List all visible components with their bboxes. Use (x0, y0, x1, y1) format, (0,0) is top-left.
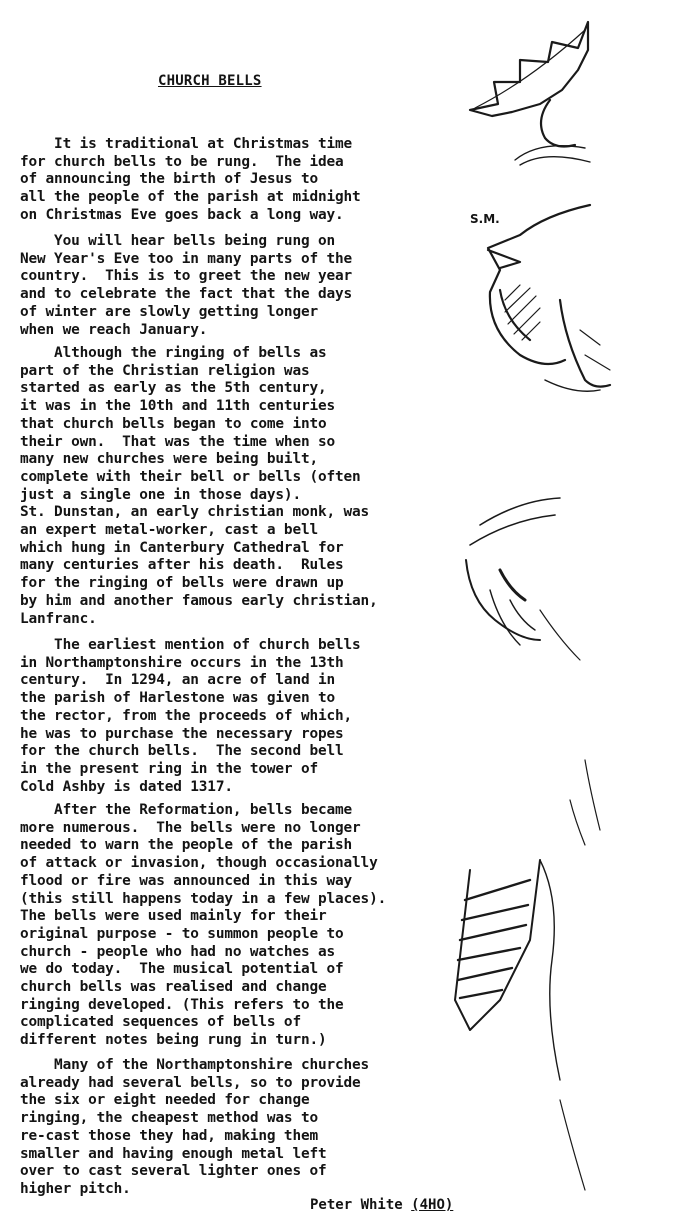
paragraph-4: The earliest mention of church bells in Northamptonshire occurs in the 13th century. In 1294, an acre of land in the parish of Harlestone was given to the rector, from the proceeds of which, he was to purchase the necessary ropes for the church bells. The second bell in the present ring in the tower of Cold Ashby is dated 1317. (20, 637, 361, 795)
signature-class: (4HO) (411, 1197, 454, 1213)
document-title: CHURCH BELLS (158, 73, 262, 89)
paragraph-2: You will hear bells being rung on New Year's Eve too in many parts of the country. This is to greet the new year and to celebrate the fact that the days of winter are slowly getting longer when we reach January. (20, 233, 353, 338)
paragraph-6: Many of the Northamptonshire churches already had several bells, so to provide the six or eight needed for change ringing, the cheapest method was to re-cast those they had, making them smaller and having enough metal left over to cast several lighter ones of higher pitch. (20, 1057, 370, 1197)
paragraph-1: It is traditional at Christmas time for church bells to be rung. The idea of announcing the birth of Jesus to all the people of the parish at midnight on Christmas Eve goes back a long way. (20, 136, 361, 223)
paragraph-3: Although the ringing of bells as part of the Christian religion was started as early as the 5th century, it was in the 10th and 11th centuries that church bells began to come into their own. That was the time when so many new churches were being built, complete with their bell or bells (often just a single one in those days). St. Dunstan, an early christian monk, was an expert metal-worker, cast a bell which hung in Canterbury Cathedral for many centuries after his death. Rules for the ringing of bells were drawn up by him and another famous early christian, Lanfranc. (20, 345, 378, 627)
signature-name: Peter White (310, 1197, 403, 1213)
ribbon-stripes-icon (458, 880, 530, 998)
illustration-initials: S.M. (470, 212, 500, 226)
cheek-hatching-icon (505, 285, 540, 340)
paragraph-5: After the Reformation, bells became more numerous. The bells were no longer needed to warn the people of the parish of attack or invasion, though occasionally flood or fire was announced in this way (this still happens today in a few places). The bells were used mainly for their original purpose - to summon people to church - people who had no watches as we do today. The musical potential of church bells was realised and change ringing developed. (This refers to the complicated sequences of bells of different notes being rung in turn.) (20, 802, 387, 1049)
